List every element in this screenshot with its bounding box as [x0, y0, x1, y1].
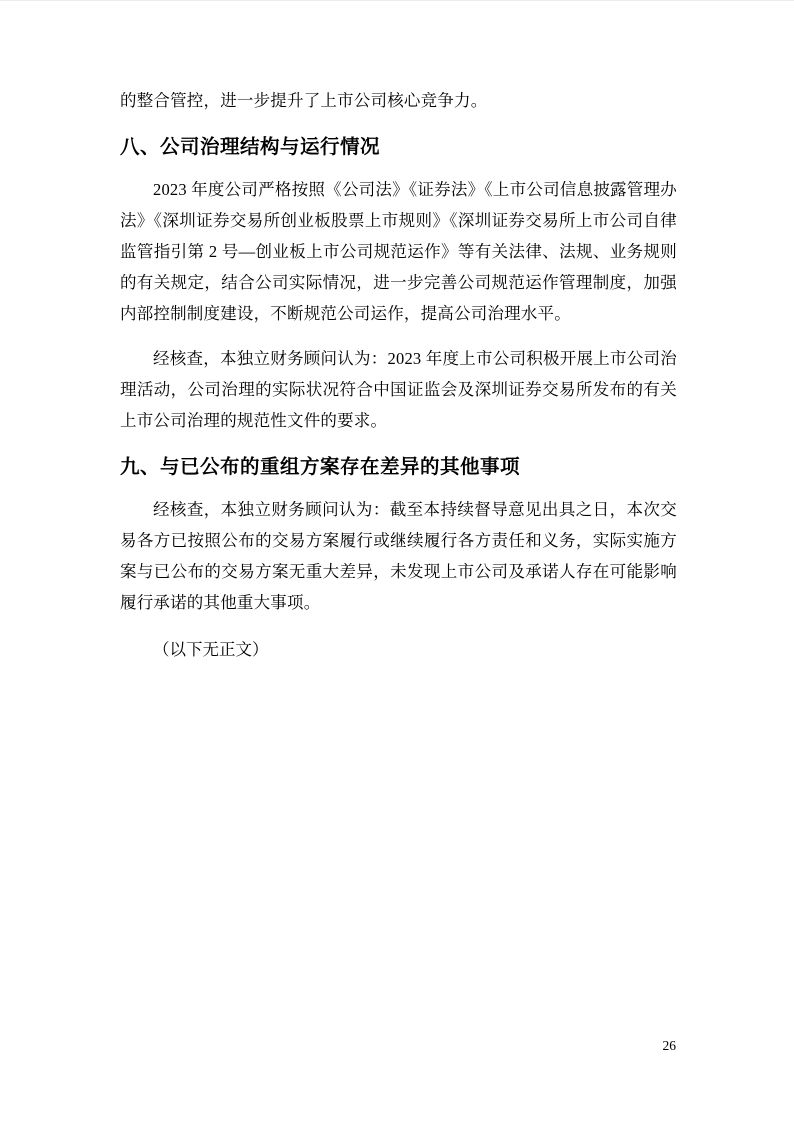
page-number: 26 [662, 1038, 676, 1053]
page-content [120, 85, 677, 665]
paragraph: 经核查，本独立财务顾问认为：2023 年度上市公司积极开展上市公司治理活动，公司治理的实际状况符合中国证监会及深圳证券交易所发布的有关上市公司治理的规范性文件的要求。 [120, 349, 677, 430]
closing-note: （以下无正文） [153, 640, 269, 659]
continuation-paragraph: 的整合管控，进一步提升了上市公司核心竞争力。 [120, 91, 488, 110]
section-heading-9: 九、与已公布的重组方案存在差异的其他事项 [120, 456, 521, 478]
paragraph: 2023 年度公司严格按照《公司法》《证券法》《上市公司信息披露管理办法》《深圳证券交易所创业板股票上市规则》《深圳证券交易所上市公司自律监管指引第 2 号—创业板上市公司规范运作》等有关法律、法规、业务规则的有关规定，结合公司实际情况，进一步完善公司规范运作管理制度，加强内部控制制度建设，不断规范公司运作，提高公司治理水平。 [120, 180, 677, 323]
section-heading-8: 八、公司治理结构与运行情况 [120, 136, 381, 158]
paragraph: 经核查，本独立财务顾问认为：截至本持续督导意见出具之日，本次交易各方已按照公布的交易方案履行或继续履行各方责任和义务，实际实施方案与已公布的交易方案无重大差异，未发现上市公司及承诺人存在可能影响履行承诺的其他重大事项。 [120, 500, 677, 612]
